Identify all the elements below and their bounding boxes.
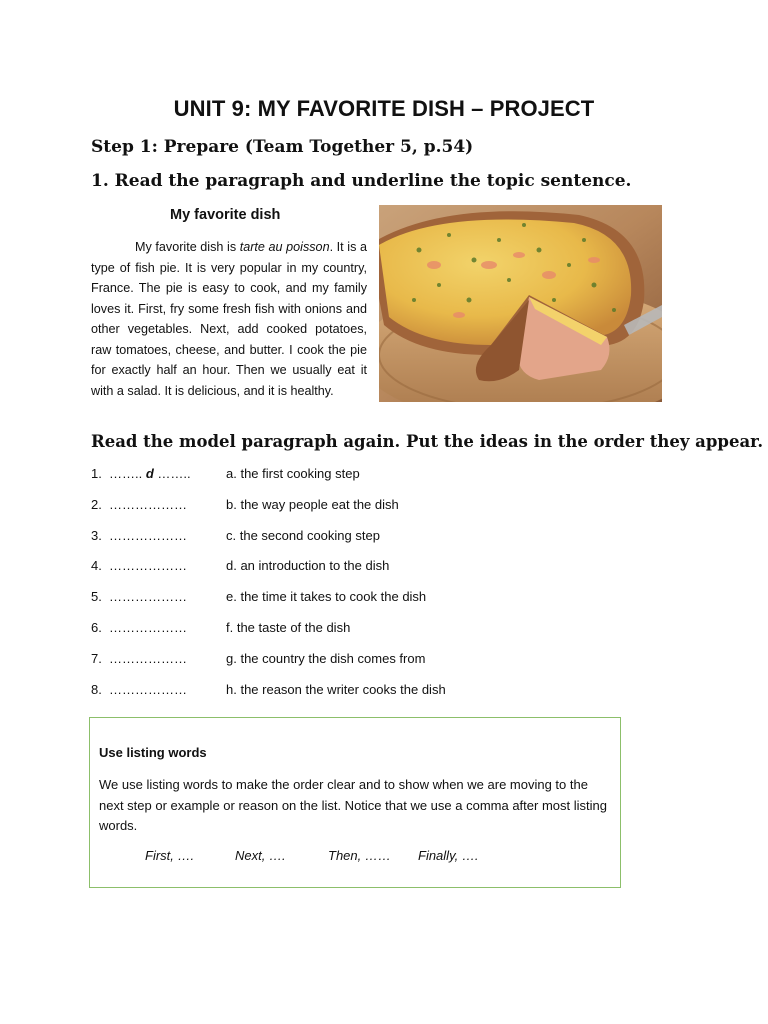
ordering-list xyxy=(91,466,691,712)
listing-word-finally: Finally, …. xyxy=(418,848,479,863)
dish-name: tarte au poisson xyxy=(239,240,330,254)
ordering-row xyxy=(91,466,691,497)
item-number: 7. xyxy=(91,650,102,666)
listing-word-then: Then, …… xyxy=(328,848,391,863)
fish-pie-image xyxy=(379,205,662,402)
option-text: a. the first cooking step xyxy=(226,466,360,481)
item-number: 3. xyxy=(91,527,102,543)
step-heading: Step 1: Prepare (Team Together 5, p.54) xyxy=(91,137,474,157)
option-text: g. the country the dish comes from xyxy=(226,650,426,666)
ordering-row xyxy=(91,651,691,682)
ordering-row xyxy=(91,528,691,559)
answer-blank[interactable]: ……………… xyxy=(109,496,187,512)
ordering-row xyxy=(91,497,691,528)
item-number: 1. xyxy=(91,466,102,481)
box-body: We use listing words to make the order clear and to show when we are moving to the next step or example or reason on the list. Notice that we use a comma after most listing words. xyxy=(99,777,607,833)
model-paragraph xyxy=(91,237,367,401)
box-title: Use listing words xyxy=(99,745,207,760)
answer-blank[interactable]: ……………… xyxy=(109,650,187,666)
listing-words-box xyxy=(89,717,621,888)
ordering-row xyxy=(91,620,691,651)
item-number: 2. xyxy=(91,496,102,512)
item-number: 8. xyxy=(91,681,102,697)
paragraph-text-start: My favorite dish is xyxy=(135,240,240,254)
ordering-row xyxy=(91,682,691,713)
paragraph-text-rest: . It is a type of fish pie. It is very popular in my country, France. The pie is easy to cook, and my family loves it. First, fry some fresh fish with onions and other vegetables. Next, add cooked potatoes, raw tomatoes, cheese, and butter. I cook the pie for exactly half an hour. Then we usually eat it with a salad. It is delicious, and it is healthy. xyxy=(91,240,368,398)
option-text: c. the second cooking step xyxy=(226,527,380,543)
worksheet-title: UNIT 9: MY FAVORITE DISH – PROJECT xyxy=(173,96,595,121)
option-text: d. an introduction to the dish xyxy=(226,558,390,574)
option-text: f. the taste of the dish xyxy=(226,619,351,635)
answer-text: d xyxy=(145,466,154,481)
option-text: e. the time it takes to cook the dish xyxy=(226,589,427,605)
paragraph-title: My favorite dish xyxy=(170,207,281,223)
ordering-row xyxy=(91,558,691,589)
listing-word-next: Next, …. xyxy=(235,848,286,863)
ordering-row xyxy=(91,589,691,620)
answer-blank[interactable]: ……………… xyxy=(109,619,187,635)
listing-word-first: First, …. xyxy=(145,848,195,863)
item-number: 4. xyxy=(91,558,102,574)
question-1: 1. Read the paragraph and underline the topic sentence. xyxy=(91,171,632,191)
answer-blank[interactable]: ……………… xyxy=(109,558,187,574)
option-text: h. the reason the writer cooks the dish xyxy=(226,681,446,697)
item-number: 6. xyxy=(91,619,102,635)
answer-blank[interactable]: ……………… xyxy=(109,589,187,605)
answer-blank[interactable]: ……………… xyxy=(109,527,187,543)
answer-blank[interactable]: ……………… xyxy=(109,681,187,697)
option-text: b. the way people eat the dish xyxy=(226,496,399,512)
answer-blank[interactable]: …….. d …….. xyxy=(109,466,191,481)
question-2: Read the model paragraph again. Put the ideas in the order they appear. xyxy=(91,432,764,451)
item-number: 5. xyxy=(91,589,102,605)
